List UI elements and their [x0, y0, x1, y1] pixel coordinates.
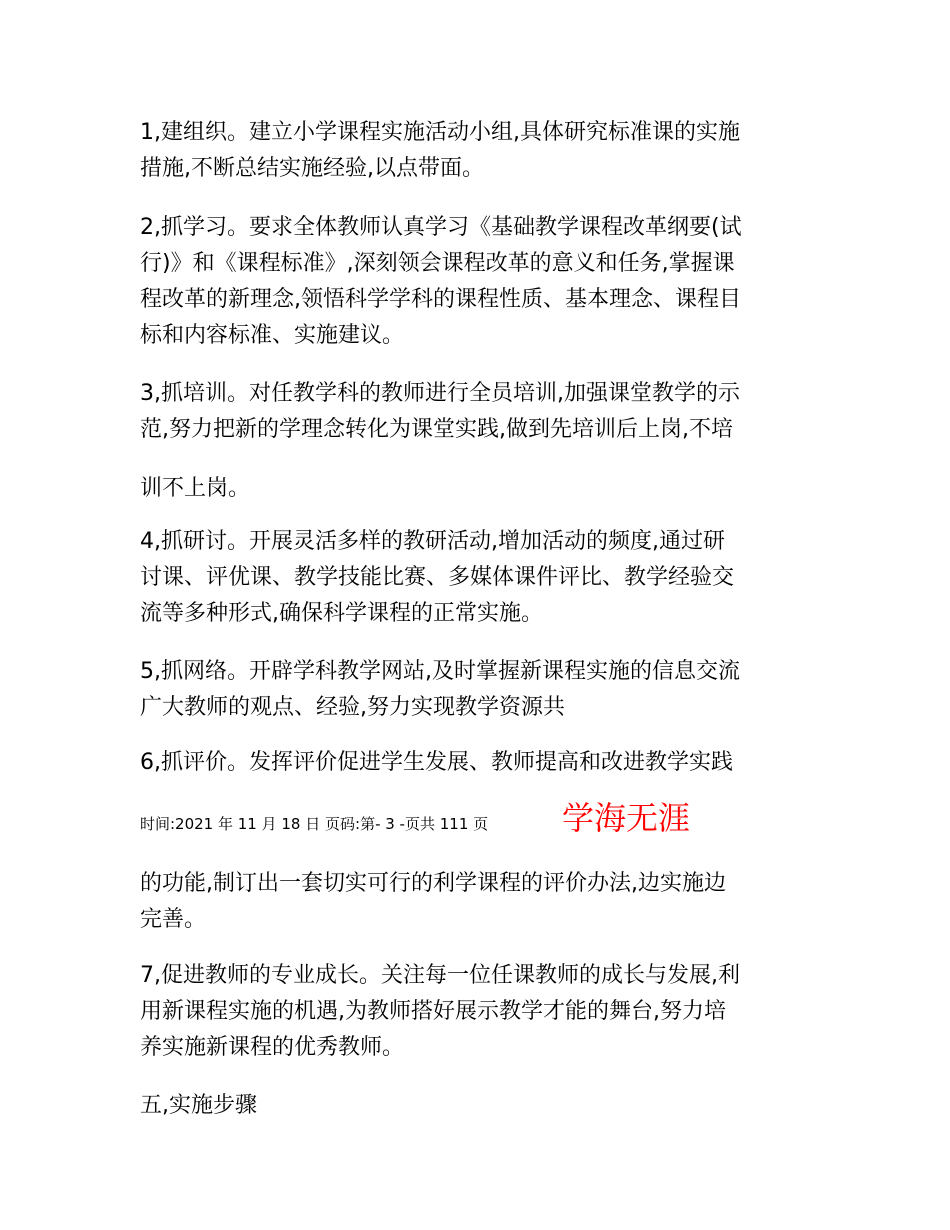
paragraph-line: 广大教师的观点、经验,努力实现教学资源共 — [140, 695, 565, 720]
paragraph-line: 流等多种形式,确保科学课程的正常实施。 — [140, 601, 543, 626]
paragraph-line: 训不上岗。 — [140, 476, 251, 501]
section-heading-text: 五,实施步骤 — [140, 1093, 257, 1118]
paragraph-line: 养实施新课程的优秀教师。 — [140, 1035, 405, 1060]
footer-brand-logo: 学海无涯 — [562, 799, 691, 837]
paragraph-line: 2,抓学习。要求全体教师认真学习《基础教学课程改革纲要(试 — [140, 215, 742, 240]
paragraph-line: 6,抓评价。发挥评价促进学生发展、教师提高和改进教学实践 — [140, 750, 733, 775]
paragraph-line: 完善。 — [140, 907, 207, 932]
paragraph-4 — [140, 524, 820, 632]
paragraph-line: 措施,不断总结实施经验,以点带面。 — [140, 156, 484, 181]
paragraph-2 — [140, 210, 820, 354]
paragraph-line: 标和内容标准、实施建议。 — [140, 323, 405, 348]
paragraph-1 — [140, 115, 820, 187]
paragraph-line: 7,促进教师的专业成长。关注每一位任课教师的成长与发展,利 — [140, 963, 740, 988]
paragraph-5 — [140, 654, 820, 726]
paragraph-line: 1,建组织。建立小学课程实施活动小组,具体研究标准课的实施 — [140, 120, 740, 145]
paragraph-line: 4,抓研讨。开展灵活多样的教研活动,增加活动的频度,通过研 — [140, 529, 725, 554]
paragraph-line: 程改革的新理念,领悟科学学科的课程性质、基本理念、课程目 — [140, 287, 741, 312]
paragraph-3 — [140, 376, 820, 448]
section-heading — [140, 1088, 820, 1124]
paragraph-3-continued — [140, 471, 820, 507]
paragraph-line: 5,抓网络。开辟学科教学网站,及时掌握新课程实施的信息交流 — [140, 659, 740, 684]
paragraph-line: 讨课、评优课、教学技能比赛、多媒体课件评比、教学经验交 — [140, 565, 735, 590]
paragraph-7 — [140, 958, 820, 1066]
page-footer — [140, 798, 840, 848]
paragraph-line: 范,努力把新的学理念转化为课堂实践,做到先培训后上岗,不培 — [140, 417, 733, 442]
paragraph-6 — [140, 745, 820, 781]
paragraph-line: 的功能,制订出一套切实可行的利学课程的评价办法,边实施边 — [140, 871, 726, 896]
paragraph-line: 行)》和《课程标准》,深刻领会课程改革的意义和任务,掌握课 — [140, 251, 735, 276]
footer-page-info: 时间:2021 年 11 月 18 日 页码:第- 3 -页共 111 页 — [140, 815, 489, 833]
paragraph-6-continued — [140, 866, 820, 938]
paragraph-line: 用新课程实施的机遇,为教师搭好展示教学才能的舞台,努力培 — [140, 999, 726, 1024]
paragraph-line: 3,抓培训。对任教学科的教师进行全员培训,加强课堂教学的示 — [140, 381, 740, 406]
